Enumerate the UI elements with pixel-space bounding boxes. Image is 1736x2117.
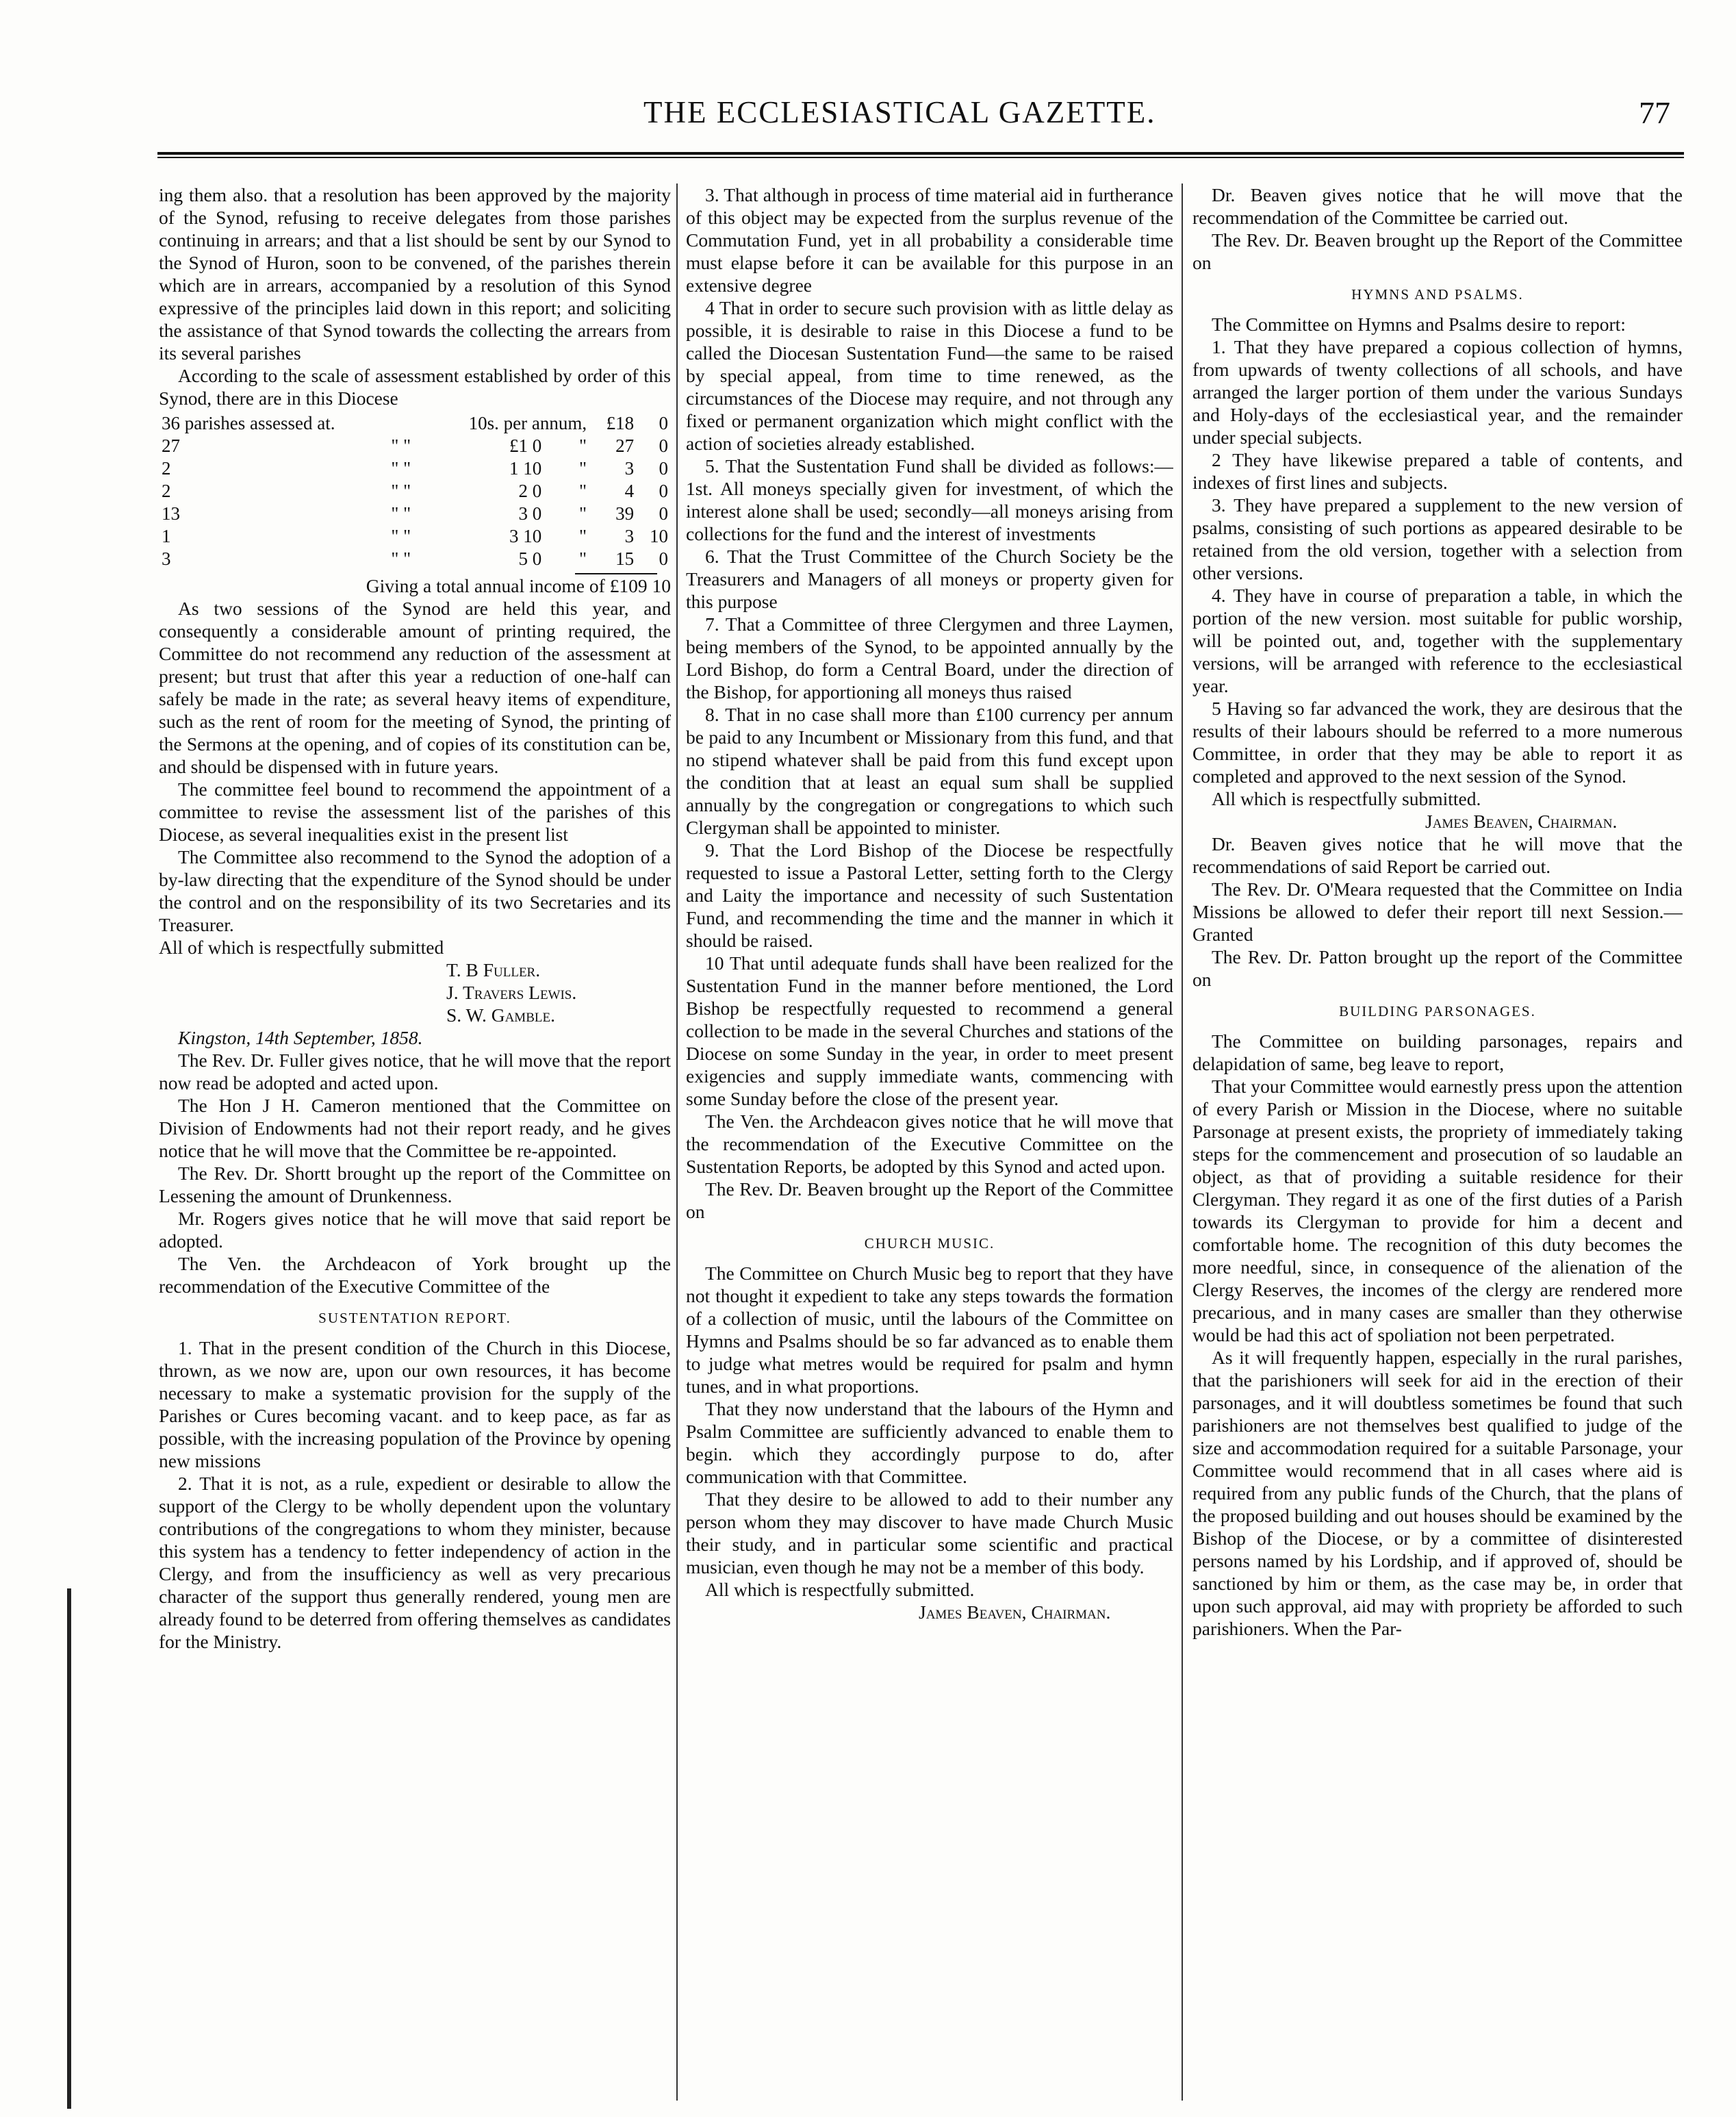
- paragraph: 9. That the Lord Bishop of the Diocese be respectfully requested to issue a Pastoral Letter, setting forth to the Clergy and Laity the importance and necessity of such Sustentation Fund, and recommending the time and the manner in which it should be raised.: [686, 839, 1173, 951]
- table-cell: £18: [606, 413, 635, 433]
- paragraph: The Ven. the Archdeacon gives notice that he will move that the recommendation of the Executive Committee on the Sustentation Reports, be adopted by this Synod and acted upon.: [686, 1111, 1173, 1177]
- section-heading: BUILDING PARSONAGES.: [1339, 1003, 1536, 1019]
- table-cell: 4: [624, 481, 635, 501]
- table-cell: ": [579, 435, 587, 456]
- paragraph: 3. That although in process of time material aid in furtherance of this object may be expected from the surplus revenue of the Commutation Fund, yet in all probability a considerable time must elapse before it can be available for this purpose in an extensive degree: [686, 184, 1173, 296]
- table-cell: " ": [391, 548, 411, 569]
- paragraph: 6. That the Trust Committee of the Church Society be the Treasurers and Managers of all moneys or property given for this purpose: [686, 546, 1173, 612]
- paragraph: The Rev. Dr. Beaven brought up the Report of the Committee on: [686, 1178, 1173, 1222]
- table-cell: 0: [659, 548, 668, 569]
- paragraph: The Rev. Dr. Beaven brought up the Report of the Committee on: [1192, 229, 1683, 273]
- table-cell: " ": [391, 526, 411, 546]
- table-cell: ": [579, 503, 587, 524]
- paragraph: 1. That they have prepared a copious collection of hymns, from upwards of twenty collections of all schools, and have arranged the larger portion of them under the various Sundays and Holy-days of the ecclesiastical year, and the remainder under special subjects.: [1192, 336, 1683, 448]
- table-cell: " ": [391, 503, 411, 524]
- assessment-table: [159, 412, 671, 570]
- running-title: THE ECCLESIASTICAL GAZETTE.: [643, 95, 1156, 129]
- table-cell: 10: [650, 526, 668, 546]
- table-cell: 2: [162, 458, 171, 479]
- table-cell: 15: [615, 548, 635, 569]
- column-divider: [1182, 183, 1183, 2101]
- column-2: [686, 183, 1173, 2101]
- table-cell: 0: [659, 435, 668, 456]
- table-cell: 10s. per annum,: [468, 413, 587, 433]
- table-cell: 3 0: [518, 503, 542, 524]
- table-cell: 2: [162, 481, 171, 501]
- page-edge-mark: [67, 1588, 71, 2109]
- paragraph: That they desire to be allowed to add to their number any person whom they may discover to have made Church Music their study, and in particular some scientific and practical musician, even though he may not be a member of this body.: [686, 1488, 1173, 1577]
- table-cell: 0: [659, 413, 668, 433]
- paragraph: The Rev. Dr. O'Meara requested that the Committee on India Missions be allowed to defer their report till next Session.—Granted: [1192, 878, 1683, 945]
- header-rule: [157, 152, 1684, 158]
- paragraph: The Rev. Dr. Patton brought up the report of the Committee on: [1192, 946, 1683, 990]
- table-row: [159, 457, 671, 480]
- paragraph: The Committee also recommend to the Synod the adoption of a by-law directing that the expenditure of the Synod should be under the control and on the responsibility of its two Secretaries and its Treasurer.: [159, 846, 671, 935]
- table-cell: ": [579, 481, 587, 501]
- table-cell: 1: [162, 526, 171, 546]
- table-cell: 27: [162, 435, 180, 456]
- paragraph: Dr. Beaven gives notice that he will move that the recommendation of the Committee be carried out.: [1192, 184, 1683, 228]
- table-cell: 13: [162, 503, 180, 524]
- paragraph: 8. That in no case shall more than £100 currency per annum be paid to any Incumbent or Missionary from this fund, and that no stipend whatever shall be paid from this fund except upon the condition that at least an equal sum shall be supplied annually by the congregation or congregations to which such Clergyman shall be appointed to minister.: [686, 704, 1173, 838]
- paragraph: Mr. Rogers gives notice that he will move that said report be adopted.: [159, 1208, 671, 1252]
- paragraph: That they now understand that the labours of the Hymn and Psalm Committee are sufficiently advanced to enable them to begin. which they accordingly purpose to do, after communication with that Committee.: [686, 1398, 1173, 1487]
- paragraph: All which is respectfully submitted.: [1212, 788, 1481, 809]
- section-heading: CHURCH MUSIC.: [864, 1235, 995, 1252]
- paragraph: 2 They have likewise prepared a table of contents, and indexes of first lines and subjects.: [1192, 449, 1683, 493]
- paragraph: Dr. Beaven gives notice that he will move that the recommendations of said Report be carried out.: [1192, 833, 1683, 877]
- table-cell: " ": [391, 458, 411, 479]
- paragraph: 4. They have in course of preparation a table, in which the portion of the new version. most suitable for public worship, will be pointed out, and, together with the supplementary versions, will be arranged with reference to the ecclesiastical year.: [1192, 585, 1683, 696]
- table-cell: 0: [659, 481, 668, 501]
- paragraph: 7. That a Committee of three Clergymen and three Laymen, being members of the Synod, to be appointed annually by the Lord Bishop, do form a Central Board, under the direction of the Bishop, for apportioning all moneys thus raised: [686, 613, 1173, 702]
- table-cell: ": [579, 526, 587, 546]
- column-divider: [676, 183, 678, 2101]
- table-cell: " ": [391, 481, 411, 501]
- table-cell: 0: [659, 503, 668, 524]
- table-cell: 0: [659, 458, 668, 479]
- paragraph: 4 That in order to secure such provision with as little delay as possible, it is desirable to raise in this Diocese a fund to be called the Diocesan Sustentation Fund—the same to be raised by special appeal, from time to time renewed, as the circumstances of the Diocese may require, and not through any fixed or permanent organization which might conflict with the action of societies already established.: [686, 297, 1173, 454]
- paragraph: The Rev. Dr. Shortt brought up the report of the Committee on Lessening the amount of Drunkenness.: [159, 1163, 671, 1206]
- table-cell: 3 10: [509, 526, 542, 546]
- table-cell: 1 10: [509, 458, 542, 479]
- section-heading: SUSTENTATION REPORT.: [318, 1310, 511, 1326]
- table-cell: 3: [624, 526, 635, 546]
- page-number: 77: [1639, 95, 1670, 130]
- table-cell: 2 0: [518, 481, 542, 501]
- table-row: [159, 480, 671, 503]
- column-3: [1192, 183, 1683, 2101]
- paragraph: The Rev. Dr. Fuller gives notice, that he will move that the report now read be adopted and acted upon.: [159, 1050, 671, 1093]
- table-row: [159, 503, 671, 525]
- paragraph: That your Committee would earnestly press upon the attention of every Parish or Mission in the Diocese, where no suitable Parsonage at present exists, the propriety of immediately taking steps for the commencement and prosecution of so laudable an object, as that of providing a suitable residence for their Clergyman. They regard it as one of the first duties of a Parish towards its Clergyman to provide for him a decent and comfortable home. The recognition of this duty becomes the more needful, since, in consequence of the alienation of the Clergy Reserves, the incomes of the clergy are rendered more precarious, and in many cases are smaller than they otherwise would be had this act of spoliation not been perpetrated.: [1192, 1076, 1683, 1345]
- paragraph: 5 Having so far advanced the work, they are desirous that the results of their labours should be referred to a more numerous Committee, in order that they may be able to report it as completed and approved to the next session of the Synod.: [1192, 698, 1683, 787]
- paragraph: As it will frequently happen, especially in the rural parishes, that the parishioners will seek for aid in the erection of their parsonages, and it will doubtless sometimes be found that such parishioners are not themselves best qualified to judge of the size and accommodation required for a suitable Parsonage, your Committee would recommend that in all cases where aid is required from any public funds of the Church, that the plans of the proposed building and out houses should be examined by the Bishop of the Diocese, or by a committee of disinterested persons named by his Lordship, and if approved of, should be sanctioned by him or them, as the case may be, in order that upon such approval, aid may with propriety be afforded to such parishioners. When the Par-: [1192, 1347, 1683, 1639]
- paragraph: As two sessions of the Synod are held this year, and consequently a considerable amount of printing required, the Committee do not recommend any reduction of the assessment at present; but trust that after this year a reduction of one-half can safely be made in the rate; as several heavy items of expenditure, such as the rent of room for the meeting of Synod, the printing of the Sermons at the opening, and of copies of its constitution can be, and should be dispensed with in future years.: [159, 598, 671, 777]
- table-row: [159, 412, 671, 435]
- table-cell: 39: [615, 503, 635, 524]
- table-cell: £1 0: [509, 435, 542, 456]
- total-line: Giving a total annual income of £109 10: [366, 575, 671, 596]
- table-cell: 5 0: [518, 548, 542, 569]
- table-row: [159, 435, 671, 457]
- table-cell: 3: [624, 458, 635, 479]
- paragraph: The committee feel bound to recommend the appointment of a committee to revise the assessment list of the parishes of this Diocese, as several inequalities exist in the present list: [159, 778, 671, 845]
- table-cell: 36 parishes assessed at.: [162, 413, 335, 433]
- signature: J. Travers Lewis.: [446, 982, 577, 1003]
- paragraph: All which is respectfully submitted.: [705, 1579, 975, 1600]
- table-cell: 27: [615, 435, 635, 456]
- paragraph: The Committee on Hymns and Psalms desire to report:: [1212, 314, 1626, 335]
- table-cell: 3: [162, 548, 171, 569]
- paragraph: The Committee on Church Music beg to report that they have not thought it expedient to take any steps towards the formation of a collection of music, until the labours of the Committee on Hymns and Psalms should be so far advanced as to enable them to judge what metres would be required for psalm and hymn tunes, and in what proportions.: [686, 1263, 1173, 1397]
- signature: James Beaven, Chairman.: [919, 1601, 1111, 1623]
- paragraph: 3. They have prepared a supplement to the new version of psalms, consisting of such portions as appeared desirable to be retained from the old version, together with a selection from other versions.: [1192, 494, 1683, 583]
- paragraph: The Ven. the Archdeacon of York brought up the recommendation of the Executive Committee of the: [159, 1253, 671, 1297]
- page-header: [157, 94, 1684, 142]
- column-1: [159, 183, 671, 2101]
- dateline: Kingston, 14th September, 1858.: [178, 1027, 423, 1048]
- paragraph: The Hon J H. Cameron mentioned that the Committee on Division of Endowments had not their report ready, and he gives notice that he will move that the Committee be re-appointed.: [159, 1095, 671, 1161]
- paragraph: ing them also. that a resolution has been approved by the majority of the Synod, refusing to receive delegates from those parishes continuing in arrears; and that a list should be sent by our Synod to the Synod of Huron, soon to be convened, of the parishes therein which are in arrears, accompanied by a resolution of this Synod expressive of the principles laid down in this report; and soliciting the assistance of that Synod towards the collecting the arrears from its several parishes: [159, 184, 671, 364]
- table-cell: ": [579, 548, 587, 569]
- signature: S. W. Gamble.: [446, 1004, 555, 1026]
- paragraph: 5. That the Sustentation Fund shall be divided as follows:—1st. All moneys specially given for investment, of which the interest alone shall be used; secondly—all moneys arising from collections for the fund and the interest of investments: [686, 455, 1173, 544]
- paragraph: According to the scale of assessment established by order of this Synod, there are in this Diocese: [159, 365, 671, 409]
- paragraph: All of which is respectfully submitted: [159, 937, 444, 958]
- section-heading: HYMNS AND PSALMS.: [1351, 286, 1524, 303]
- signature: James Beaven, Chairman.: [1425, 811, 1618, 832]
- table-row: [159, 548, 671, 570]
- paragraph: 10 That until adequate funds shall have been realized for the Sustentation Fund in the manner before mentioned, the Lord Bishop be respectfully requested to recommend a general collection to be made in the several Churches and stations of the Diocese on some Sunday in the year, in order to meet present exigencies and supply immediate wants, commencing with some Sunday before the close of the present year.: [686, 952, 1173, 1109]
- paragraph: 2. That it is not, as a rule, expedient or desirable to allow the support of the Clergy to be wholly dependent upon the voluntary contributions of the congregations to whom they minister, because this system has a tendency to fetter independency of action in the Clergy, and from the insufficiency as well as very precarious character of the support thus generally rendered, young men are already found to be deterred from offering themselves as candidates for the Ministry.: [159, 1473, 671, 1652]
- table-row: [159, 525, 671, 548]
- table-cell: ": [579, 458, 587, 479]
- paragraph: 1. That in the present condition of the Church in this Diocese, thrown, as we now are, upon our own resources, it has become necessary to make a systematic provision for the supply of the Parishes or Cures becoming vacant. and to keep pace, as far as possible, with the increasing population of the Province by opening new missions: [159, 1337, 671, 1471]
- table-cell: " ": [391, 435, 411, 456]
- paragraph: The Committee on building parsonages, repairs and delapidation of same, beg leave to report,: [1192, 1030, 1683, 1074]
- signature: T. B Fuller.: [446, 959, 541, 980]
